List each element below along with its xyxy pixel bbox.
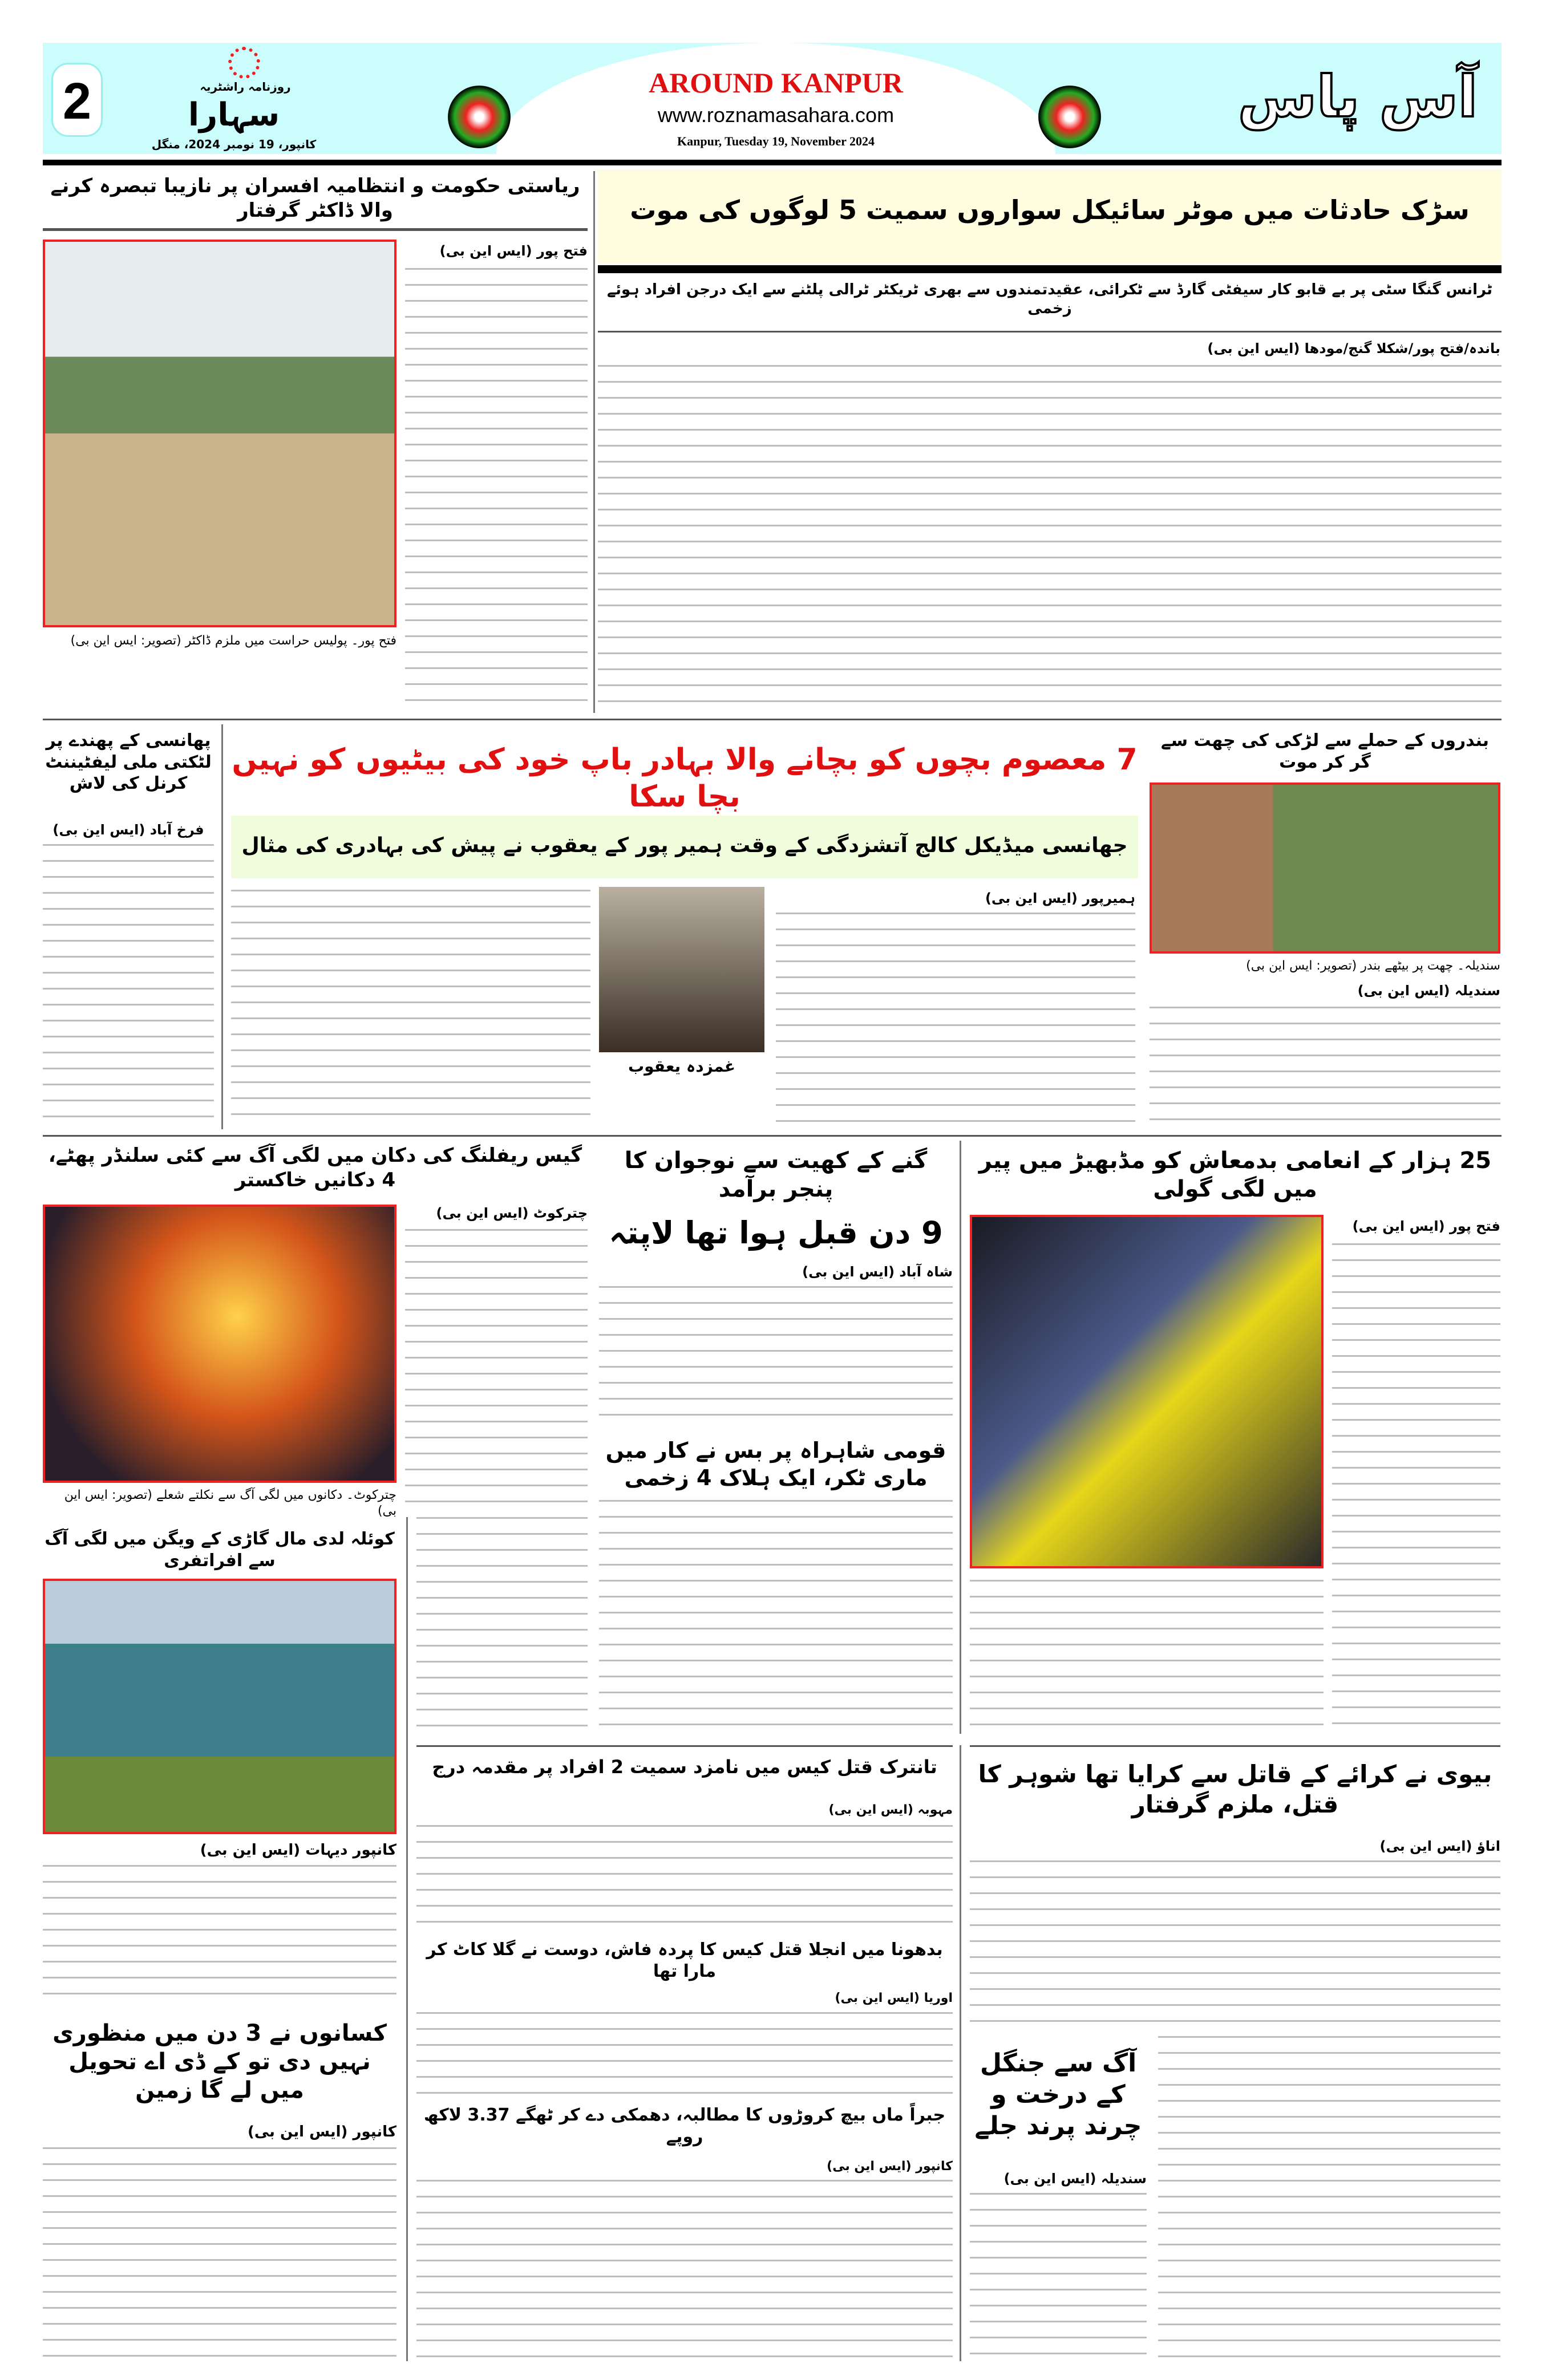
doctor-body-text xyxy=(405,268,588,713)
lead-body-text xyxy=(598,365,1502,707)
doctor-photo-caption: فتح پور۔ پولیس حراست میں ملزم ڈاکٹر (تصویر: ایس این بی) xyxy=(70,634,396,648)
budhana-body-text xyxy=(416,2012,953,2098)
gas-headline: گیس ریفلنگ کی دکان میں لگی آگ سے کئی سلنڈر پھٹے، 4 دکانیں خاکستر xyxy=(48,1144,582,1191)
highway-body-text-2 xyxy=(416,1517,588,1740)
extortion-body-text xyxy=(416,2180,953,2361)
monkeys-caption: سندیلہ۔ چھت پر بیٹھے بندر (تصویر: ایس این بی) xyxy=(1246,959,1500,973)
section-title-en: AROUND KANPUR xyxy=(649,67,903,99)
wife-dateline: اناؤ (ایس این بی) xyxy=(1379,1838,1500,1854)
divider xyxy=(43,1135,1502,1137)
monkeys-body-text xyxy=(1150,1007,1500,1124)
farmers-body-text xyxy=(43,2147,396,2361)
divider xyxy=(598,265,1502,273)
train-body-text xyxy=(43,1865,396,2008)
monkeys-dateline: سندیلہ (ایس این بی) xyxy=(1357,983,1500,999)
column-rule xyxy=(593,171,595,713)
section-title-ur: آس پاس xyxy=(1237,63,1478,130)
reward-body-text-2 xyxy=(970,1580,1324,1734)
fire-photo xyxy=(43,1205,396,1483)
divider xyxy=(43,160,1502,165)
gas-dateline: چترکوٹ (ایس این بی) xyxy=(436,1205,588,1221)
wife-headline: بیوی نے کرائے کے قاتل سے کرایا تھا شوہر کا قتل، ملزم گرفتار xyxy=(978,1760,1492,1818)
forest-headline: آگ سے جنگل کے درخت و چرند پرند جلے xyxy=(974,2049,1142,2140)
budhana-headline: بدھونا میں انجلا قتل کیس کا پردہ فاش، دوست نے گلا کاٹ کر مارا تھا xyxy=(426,1940,943,1981)
gas-body-text xyxy=(405,1229,588,1506)
field-headline: گنے کے کھیت سے نوجوان کا پنجر برآمد xyxy=(624,1148,928,1202)
wife-body-text-2 xyxy=(1158,2036,1500,2361)
train-fire-photo xyxy=(43,1579,396,1834)
urdu-date: کانپور، 19 نومبر 2024، منگل xyxy=(151,137,317,151)
tantrik-dateline: مہوبہ (ایس این بی) xyxy=(828,1803,953,1817)
sunburst-icon xyxy=(1038,86,1101,148)
highway-body-text xyxy=(599,1500,953,1740)
doctor-dateline: فتح پور (ایس این بی) xyxy=(439,243,588,259)
divider xyxy=(970,1745,1500,1747)
reward-dateline: فتح پور (ایس این بی) xyxy=(1352,1218,1500,1234)
lead-headline: سڑک حادثات میں موٹر سائیکل سواروں سمیت 5 لوگوں کی موت xyxy=(630,194,1470,225)
tantrik-headline: تانترک قتل کیس میں نامزد سمیت 2 افراد پر مقدمہ درج xyxy=(432,1756,937,1778)
field-body-text xyxy=(599,1286,953,1429)
field-subhead: 9 دن قبل ہوا تھا لاپتہ xyxy=(609,1215,943,1251)
column-rule xyxy=(960,1141,961,1734)
colonel-dateline: فرخ آباد (ایس این بی) xyxy=(52,822,204,838)
paper-logo: سہارا xyxy=(188,96,280,133)
tantrik-body-text xyxy=(416,1825,953,1933)
forest-body-text xyxy=(970,2193,1147,2361)
father-dateline: ہمیرپور (ایس این بی) xyxy=(985,890,1135,906)
extortion-headline: جبراً ماں بیچ کروڑوں کا مطالبہ، دھمکی دے کر ٹھگے 3.37 لاکھ روپے xyxy=(423,2105,946,2147)
sunburst-icon xyxy=(448,86,511,148)
column-rule xyxy=(960,1745,961,2361)
colonel-body-text xyxy=(43,844,214,1124)
father-headline: 7 معصوم بچوں کو بچانے والا بہادر باپ خود کی بیٹیوں کو نہیں بچا سکا xyxy=(232,743,1138,814)
column-rule xyxy=(221,724,223,1129)
lead-dateline: باندہ/فتح پور/شکلا گنج/مودھا (ایس این بی) xyxy=(1207,340,1500,356)
encounter-photo xyxy=(970,1215,1324,1568)
colonel-headline: پھانسی کے پھندے پر لٹکتی ملی لیفٹیننٹ کرنل کی لاش xyxy=(45,731,212,793)
website: www.roznamasahara.com xyxy=(657,103,895,127)
divider xyxy=(43,719,1502,720)
lead-subhead: ٹرانس گنگا سٹی پر بے قابو کار سیفٹی گارڈ سے ٹکرائی، عقیدتمندوں سے بھری ٹریکٹر ٹرالی پلٹنے سے ایک درجن افراد ہوئے زخمی xyxy=(607,281,1492,317)
page-number: 2 xyxy=(51,63,103,137)
train-dateline: کانپور دیہات (ایس این بی) xyxy=(200,1842,396,1859)
doctor-arrest-photo xyxy=(43,240,396,627)
forest-dateline: سندیلہ (ایس این بی) xyxy=(1003,2171,1147,2187)
doctor-headline: ریاستی حکومت و انتظامیہ افسران پر نازیبا تبصرہ کرنے والا ڈاکٹر گرفتار xyxy=(50,175,580,222)
budhana-dateline: اوریا (ایس این بی) xyxy=(835,1991,953,2005)
divider xyxy=(43,228,588,231)
divider xyxy=(598,331,1502,333)
farmers-dateline: کانپور (ایس این بی) xyxy=(247,2123,396,2140)
father-body-text-2 xyxy=(231,890,590,1124)
monkeys-photo xyxy=(1150,782,1500,954)
english-date: Kanpur, Tuesday 19, November 2024 xyxy=(677,134,875,148)
paper-tagline: روزنامہ راشٹریہ xyxy=(200,80,291,94)
train-headline: کوئلہ لدی مال گاڑی کے ویگن میں لگی آگ سے افراتفری xyxy=(44,1529,395,1571)
wife-body-text xyxy=(970,1860,1500,2030)
father-subhead: جھانسی میڈیکل کالج آتشزدگی کے وقت ہمیر پور کے یعقوب نے پیش کی بہادری کی مثال xyxy=(241,834,1128,857)
farmers-headline: کسانوں نے 3 دن میں منظوری نہیں دی تو کے ڈی اے تحویل میں لے گا زمین xyxy=(52,2020,387,2103)
father-body-text xyxy=(776,913,1135,1124)
yaqub-photo xyxy=(599,887,764,1052)
monkeys-headline: بندروں کے حملے سے لڑکی کی چھت سے گر کر موت xyxy=(1161,731,1489,772)
reward-headline: 25 ہزار کے انعامی بدمعاش کو مڈبھیڑ میں پیر میں لگی گولی xyxy=(978,1148,1492,1202)
yaqub-photo-caption: غمزدہ یعقوب xyxy=(628,1057,735,1076)
field-dateline: شاہ آباد (ایس این بی) xyxy=(802,1264,953,1280)
logo-emblem-icon xyxy=(228,47,260,79)
extortion-dateline: کانپور (ایس این بی) xyxy=(827,2159,953,2174)
column-rule xyxy=(406,1517,408,2361)
reward-body-text xyxy=(1332,1243,1500,1734)
divider xyxy=(416,1745,953,1747)
fire-caption: چترکوٹ۔ دکانوں میں لگی آگ سے نکلتے شعلے (تصویر: ایس این بی) xyxy=(64,1488,396,1518)
highway-headline: قومی شاہراہ پر بس نے کار میں ماری ٹکر، ایک ہلاک 4 زخمی xyxy=(605,1438,946,1490)
